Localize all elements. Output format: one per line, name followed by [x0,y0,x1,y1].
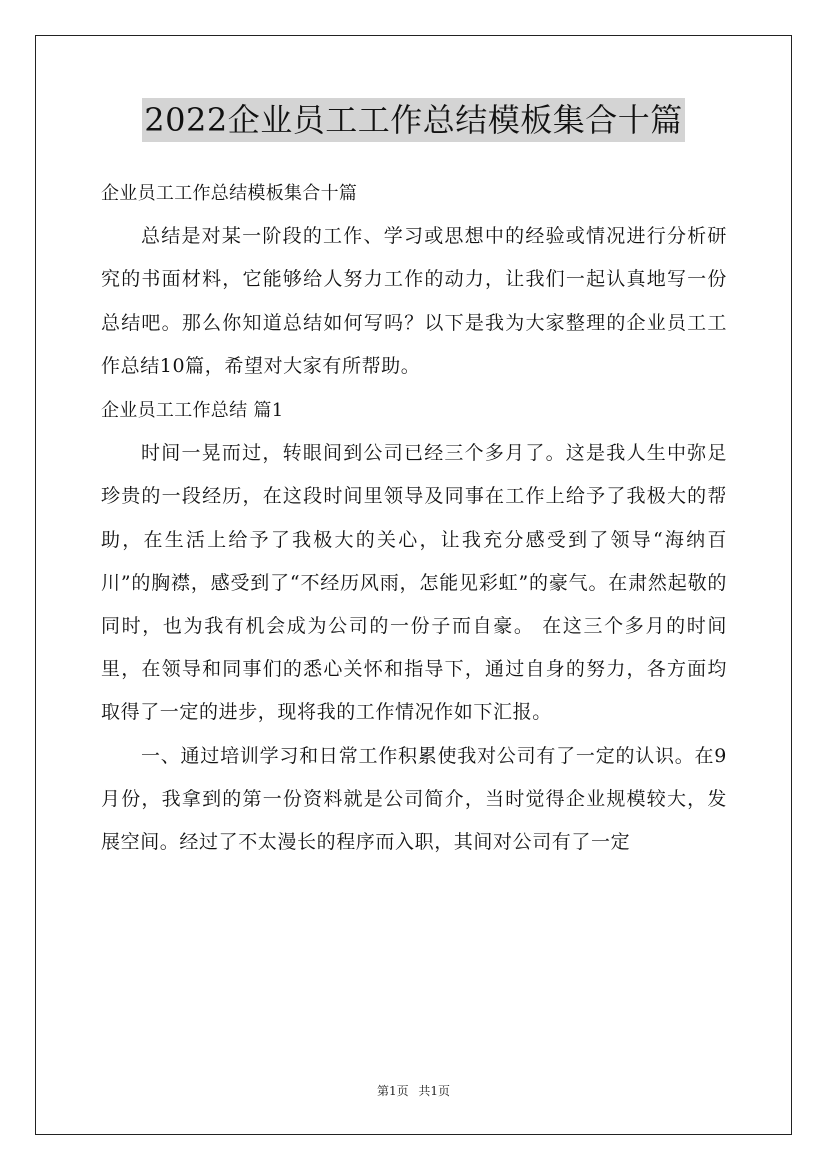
body-paragraph-2: 一、通过培训学习和日常工作积累使我对公司有了一定的认识。在9月份，我拿到的第一份资料就是公司简介，当时觉得企业规模较大，发展空间。经过了不太漫长的程序而入职，其间对公司有了一定 [101,744,727,854]
body-paragraph-1: 时间一晃而过，转眼间到公司已经三个多月了。这是我人生中弥足珍贵的一段经历，在这段时间里领导及同事在工作上给予了我极大的帮助，在生活上给予了我极大的关心，让我充分感受到了领导“海纳百川”的胸襟，感受到了“不经历风雨，怎能见彩虹”的豪气。在肃然起敬的同时，也为我有机会成为公司的一份子而自豪。 在这三个多月的时间里，在领导和同事们的悉心关怀和指导下，通过自身的努力，各方面均取得了一定的进步，现将我的工作情况作如下汇报。 [101,442,727,724]
intro-paragraph: 总结是对某一阶段的工作、学习或思想中的经验或情况进行分析研究的书面材料，它能够给人努力工作的动力，让我们一起认真地写一份总结吧。那么你知道总结如何写吗？以下是我为大家整理的企业员工工作总结10篇，希望对大家有所帮助。 [101,225,727,377]
document-title: 2022企业员工工作总结模板集合十篇 [142,98,684,142]
document-body [101,172,727,864]
page-total: 共1页 [418,1084,451,1098]
page-number: 第1页 [376,1084,409,1098]
page-footer [0,1083,827,1099]
section-heading: 企业员工工作总结 篇1 [101,400,284,422]
document-subtitle: 企业员工工作总结模板集合十篇 [101,183,358,204]
title-container [0,98,827,142]
